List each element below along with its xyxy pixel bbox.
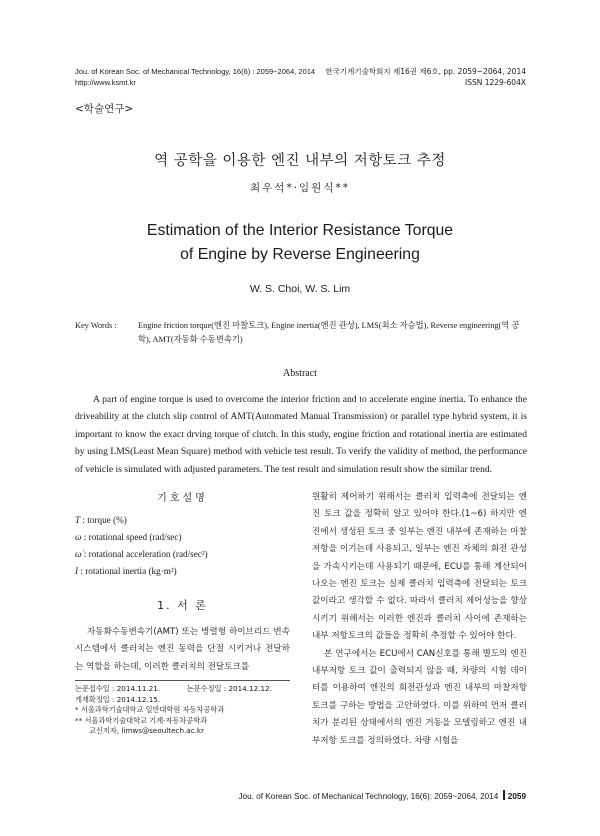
issn: ISSN 1229-604X xyxy=(465,78,526,87)
corresponding-author: 교신저자, limws@seoultech.ac.kr xyxy=(89,726,205,736)
page-number: 2059 xyxy=(507,792,526,801)
footer-divider xyxy=(503,790,505,800)
author-affiliation-1: * 서울과학기술대학교 일반대학원 자동차공학과 xyxy=(75,705,225,715)
symbol: T xyxy=(75,515,81,525)
keywords-label: Key Words : xyxy=(75,321,117,330)
nomenclature-item xyxy=(75,566,177,576)
paper-title-english xyxy=(0,219,600,267)
accepted-date: 게재확정일 : 2014.12.15. xyxy=(75,694,161,704)
symbol-description: : torque (%) xyxy=(82,515,127,525)
intro-paragraph-continued: 원활히 제어하기 위해서는 클러치 입력축에 전달되는 엔진 토크 값을 정확히 알고 있어야 한다.(1~6) 하지만 엔진에서 생성된 토크 중 일부는 엔진 내부에 존재하는 마찰 저항을 이기는데 사용되고, 일부는 엔진 자체의 회전 관성을 가속시키는데 사용되기 때문에, ECU를 통해 계산되어 나오는 엔진 토크는 실제 클러치 입력축에 전달되는 토크 값이라고 생각할 수 없다. 따라서 클러치 제어성능을 향상시키기 위해서는 이러한 엔진과 클러치 사이에 존재하는 내부 저항토크의 값들을 정확히 추정할 수 있어야 한다. xyxy=(312,492,527,642)
keywords-text: Engine friction torque(엔진 마찰토크), Engine inertia(엔진 관성), LMS(최소 자승법), Reverse engineering(역 공학), AMT(자동화 수동변속기) xyxy=(138,321,520,344)
symbol: ω̇ xyxy=(75,549,82,559)
paper-title-korean: 역 공학을 이용한 엔진 내부의 저항토크 추정 xyxy=(154,153,446,169)
footnote-dates-row xyxy=(75,684,290,695)
nomenclature-item xyxy=(75,532,182,542)
article-category: <학술연구> xyxy=(75,103,134,115)
symbol-description: : rotational speed (rad/sec) xyxy=(83,532,182,542)
symbol-description: : rotational inertia (kg·m²) xyxy=(80,566,177,576)
symbol: ω xyxy=(75,532,82,542)
footer-citation: Jou. of Korean Soc. of Mechanical Technology, 16(6): 2059~2064, 2014 xyxy=(238,792,499,801)
authors-english: W. S. Choi, W. S. Lim xyxy=(249,283,351,295)
nomenclature-title: 기호설명 xyxy=(157,493,208,504)
journal-header-left xyxy=(75,66,315,88)
page-footer xyxy=(238,790,526,801)
journal-url[interactable]: http://www.ksmt.kr xyxy=(75,78,136,87)
abstract-text: A part of engine torque is used to overcome the interior friction and to accelerate engine inertia. To enhance the driveability at the clutch slip control of AMT(Automated Manual Transmission) or parallel type hybrid system, it is important to know the exact drving torque of clutch. In this study, engine friction and rotational inertia are estimated by using LMS(Least Mean Square) method with vehicle test result. To verify the validity of method, the performance of vehicle is simulated with adjusted parameters. The test result and simulation result show the similar trend. xyxy=(75,394,527,475)
right-column xyxy=(312,489,527,750)
revised-date: 논문수정일 : 2014.12.12. xyxy=(186,684,272,693)
section-heading-introduction: 1. 서 론 xyxy=(157,599,208,612)
footnote-divider xyxy=(75,680,290,681)
journal-citation-kr: 한국기계기술학회지 제16권 제6호, pp. 2059~2064, 2014 xyxy=(325,67,526,76)
title-en-line1: Estimation of the Interior Resistance Torque xyxy=(146,222,454,239)
symbol-description: : rotational acceleration (rad/sec²) xyxy=(83,549,208,559)
nomenclature-item xyxy=(75,515,127,525)
authors-korean: 최우석*·임원식** xyxy=(250,182,350,194)
author-affiliation-2: ** 서울과학기술대학교 기계·자동차공학과 xyxy=(75,715,208,725)
symbol: I xyxy=(75,566,79,576)
intro-paragraph: 자동화수동변속기(AMT) 또는 병렬형 하이브리드 변속시스템에서 클러치는 엔진 동력을 단절 시키거나 전달하는 역할을 하는데, 이러한 클러치의 전달토크를 xyxy=(75,627,290,672)
intro-paragraph-2: 본 연구에서는 ECU에서 CAN신호를 통해 별도의 엔진 내부저항 토크 값이 출력되지 않을 때, 차량의 시험 데이터를 이용하여 엔진의 회전관성과 엔진 내부의 마찰저항 토크를 구하는 방법을 고안하였다. 이를 위하여 먼저 클러치가 분리된 상태에서의 엔진 거동을 모델링하고 엔진 내부저항 토크를 정의하였다. 차량 시험을 xyxy=(312,648,527,746)
received-date: 논문접수일 : 2014.11.21. xyxy=(75,684,161,693)
journal-header-right xyxy=(325,66,526,88)
footnotes xyxy=(75,684,290,737)
abstract-title: Abstract xyxy=(283,368,317,379)
title-en-line2: of Engine by Reverse Engineering xyxy=(180,246,420,263)
nomenclature-item xyxy=(75,549,208,559)
journal-citation: Jou. of Korean Soc. of Mechanical Technology, 16(6) : 2059~2064, 2014 xyxy=(75,67,316,76)
